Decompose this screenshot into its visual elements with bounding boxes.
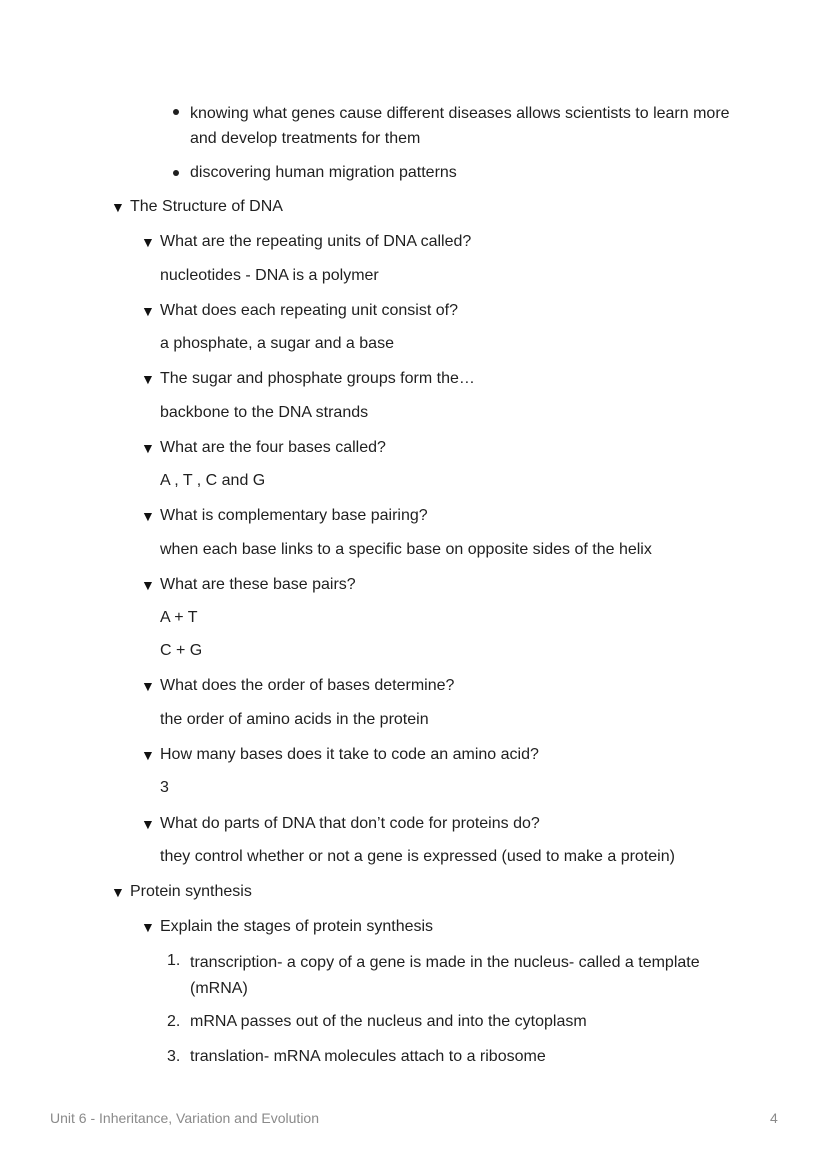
step-text: mRNA passes out of the nucleus and into the cytoplasm <box>190 1013 587 1030</box>
toggle-triangle-icon[interactable]: ▼ <box>111 199 125 215</box>
question-text: What are these base pairs? <box>160 576 356 593</box>
section-title-protein: Protein synthesis <box>130 883 252 900</box>
toggle-triangle-icon[interactable]: ▼ <box>141 747 155 763</box>
question-text: What is complementary base pairing? <box>160 507 428 524</box>
toggle-triangle-icon[interactable]: ▼ <box>141 816 155 832</box>
answer-text: 3 <box>160 779 169 796</box>
answer-text: nucleotides - DNA is a polymer <box>160 267 379 284</box>
answer-text: A , T , C and G <box>160 472 266 489</box>
footer-unit-title: Unit 6 - Inheritance, Variation and Evolution <box>50 1110 320 1126</box>
toggle-triangle-icon[interactable]: ▼ <box>141 919 155 935</box>
toggle-triangle-icon[interactable]: ▼ <box>141 508 155 524</box>
answer-text: a phosphate, a sugar and a base <box>160 335 394 352</box>
step-number: 2. <box>167 1013 181 1030</box>
question-text: What do parts of DNA that don’t code for proteins do? <box>160 815 540 832</box>
question-text: What does the order of bases determine? <box>160 677 455 694</box>
toggle-triangle-icon[interactable]: ▼ <box>141 678 155 694</box>
question-text: What does each repeating unit consist of? <box>160 302 458 319</box>
toggle-triangle-icon[interactable]: ▼ <box>141 577 155 593</box>
step-number: 1. <box>167 952 181 969</box>
bullet-dot <box>173 109 179 115</box>
question-text: The sugar and phosphate groups form the… <box>160 370 475 387</box>
toggle-triangle-icon[interactable]: ▼ <box>141 234 155 250</box>
bullet-text-migration: discovering human migration patterns <box>190 164 457 181</box>
toggle-triangle-icon[interactable]: ▼ <box>111 884 125 900</box>
answer-text: backbone to the DNA strands <box>160 404 369 421</box>
answer-text: the order of amino acids in the protein <box>160 711 429 728</box>
page-number: 4 <box>770 1110 778 1126</box>
question-text: What are the four bases called? <box>160 439 386 456</box>
answer-text: C + G <box>160 642 203 659</box>
toggle-triangle-icon[interactable]: ▼ <box>141 371 155 387</box>
bullet-dot <box>173 170 179 176</box>
toggle-triangle-icon[interactable]: ▼ <box>141 303 155 319</box>
question-text: Explain the stages of protein synthesis <box>160 918 434 935</box>
section-title-structure: The Structure of DNA <box>130 198 283 215</box>
question-text: What are the repeating units of DNA called? <box>160 233 472 250</box>
bullet-text-diseases: knowing what genes cause different diseases allows scientists to learn more and develop treatments for them <box>190 105 730 147</box>
step-text: transcription- a copy of a gene is made in the nucleus- called a template (mRNA) <box>190 954 700 997</box>
question-text: How many bases does it take to code an amino acid? <box>160 746 539 763</box>
answer-text: A + T <box>160 609 198 626</box>
toggle-triangle-icon[interactable]: ▼ <box>141 440 155 456</box>
step-text: translation- mRNA molecules attach to a ribosome <box>190 1048 546 1065</box>
answer-text: they control whether or not a gene is expressed (used to make a protein) <box>160 848 675 865</box>
step-number: 3. <box>167 1048 181 1065</box>
answer-text: when each base links to a specific base on opposite sides of the helix <box>160 541 652 558</box>
